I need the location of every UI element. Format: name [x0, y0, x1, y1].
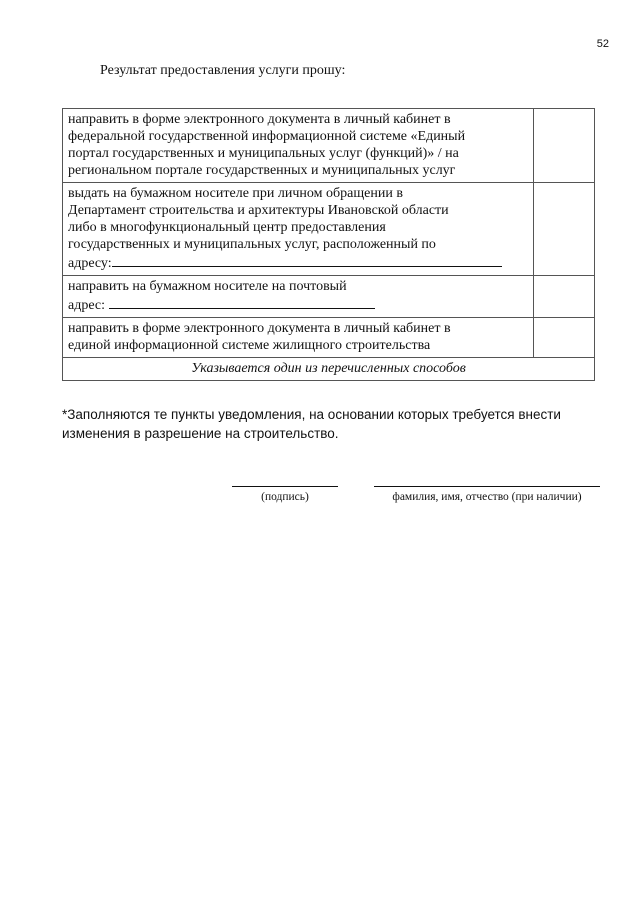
delivery-options-table [62, 108, 595, 381]
option-text [63, 276, 534, 318]
option-line: портал государственных и муниципальных услуг (функций)» / на [68, 146, 459, 161]
note-text: Указывается один из перечисленных способов [63, 358, 595, 381]
full-name-block [374, 486, 600, 504]
intro-text: Результат предоставления услуги прошу: [100, 63, 346, 78]
option-row-paper-mail [63, 276, 595, 318]
option-line: направить в форме электронного документа в личный кабинет в [68, 321, 451, 336]
option-checkbox-cell[interactable] [534, 109, 595, 183]
option-line: государственных и муниципальных услуг, расположенный по [68, 237, 436, 252]
option-line: Департамент строительства и архитектуры Ивановской области [68, 203, 449, 218]
address-field-row [68, 295, 528, 314]
option-row-paper-in-person [63, 183, 595, 276]
option-text [63, 109, 534, 183]
option-text [63, 318, 534, 358]
option-line: единой информационной системе жилищного строительства [68, 338, 431, 353]
option-line: выдать на бумажном носителе при личном обращении в [68, 186, 403, 201]
address-field-row [68, 253, 528, 272]
option-row-electronic-housing-system [63, 318, 595, 358]
full-name-label: фамилия, имя, отчество (при наличии) [392, 491, 582, 503]
postal-address-input-line[interactable] [109, 295, 375, 309]
address-field-label: адресу: [68, 256, 112, 271]
option-checkbox-cell[interactable] [534, 276, 595, 318]
option-line: либо в многофункциональный центр предоставления [68, 220, 386, 235]
footnote: *Заполняются те пункты уведомления, на основании которых требуется внести изменения в разрешение на строительство. [62, 407, 561, 441]
option-text [63, 183, 534, 276]
signature-line[interactable] [232, 486, 338, 487]
address-field-label: адрес: [68, 298, 106, 313]
option-checkbox-cell[interactable] [534, 183, 595, 276]
note-row [63, 358, 595, 381]
address-input-line[interactable] [112, 253, 502, 267]
option-line: федеральной государственной информационной системе «Единый [68, 129, 466, 144]
option-line: направить на бумажном носителе на почтовый [68, 279, 347, 294]
option-line: региональном портале государственных и муниципальных услуг [68, 163, 456, 178]
signature-block [232, 486, 338, 504]
full-name-line[interactable] [374, 486, 600, 487]
page-number: 52 [596, 38, 609, 50]
option-checkbox-cell[interactable] [534, 318, 595, 358]
option-line: направить в форме электронного документа в личный кабинет в [68, 112, 451, 127]
option-row-electronic-portal [63, 109, 595, 183]
signature-label: (подпись) [261, 491, 309, 503]
